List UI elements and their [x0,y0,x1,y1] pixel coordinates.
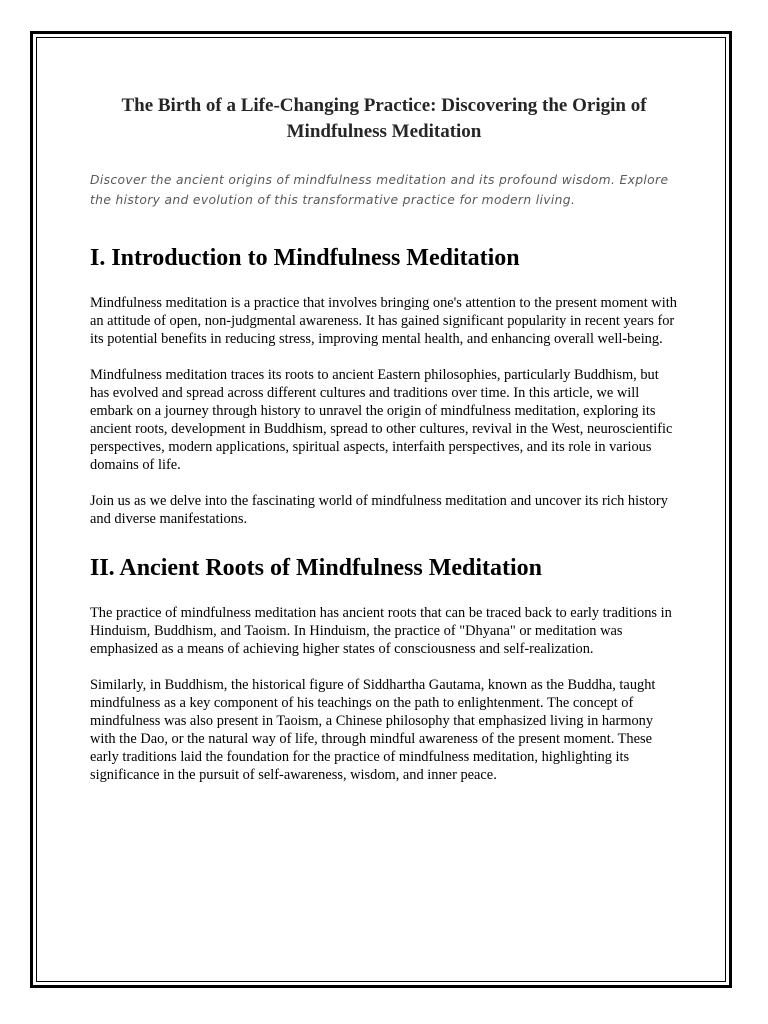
paragraph: Similarly, in Buddhism, the historical figure of Siddhartha Gautama, known as the Buddha, taught mindfulness as a key component of his teachings on the path to enlightenment. The concept of mindfulness was also present in Taoism, a Chinese philosophy that emphasized living in harmony with the Dao, or the natural way of life, through mindful awareness of the present moment. These early traditions laid the foundation for the practice of mindfulness meditation, highlighting its significance in the pursuit of self-awareness, wisdom, and inner peace. [90,677,656,783]
paragraph: Mindfulness meditation is a practice that involves bringing one's attention to the present moment with an attitude of open, non-judgmental awareness. It has gained significant popularity in recent years for its potential benefits in reducing stress, improving mental health, and enhancing overall well-being. [90,295,677,347]
section-heading-ancient-roots: II. Ancient Roots of Mindfulness Meditation [90,555,543,581]
document-title: The Birth of a Life-Changing Practice: Discovering the Origin of Mindfulness Meditation [121,95,647,142]
section-introduction [90,243,678,528]
document-body [90,93,678,784]
paragraph: The practice of mindfulness meditation has ancient roots that can be traced back to early traditions in Hinduism, Buddhism, and Taoism. In Hinduism, the practice of "Dhyana" or meditation was emphasized as a means of achieving higher states of consciousness and self-realization. [90,605,672,657]
section-ancient-roots [90,553,678,784]
paragraph: Join us as we delve into the fascinating world of mindfulness meditation and uncover its rich history and diverse manifestations. [90,493,668,527]
paragraph: Mindfulness meditation traces its roots to ancient Eastern philosophies, particularly Buddhism, but has evolved and spread across different cultures and traditions over time. In this article, we will embark on a journey through history to unravel the origin of mindfulness meditation, exploring its ancient roots, development in Buddhism, spread to other cultures, revival in the West, neuroscientific perspectives, modern applications, spiritual aspects, interfaith perspectives, and its role in various domains of life. [90,367,673,473]
section-heading-introduction: I. Introduction to Mindfulness Meditation [90,245,520,271]
document-subtitle: Discover the ancient origins of mindfulness meditation and its profound wisdom. Explore the history and evolution of this transformative practice for modern living. [90,173,669,207]
